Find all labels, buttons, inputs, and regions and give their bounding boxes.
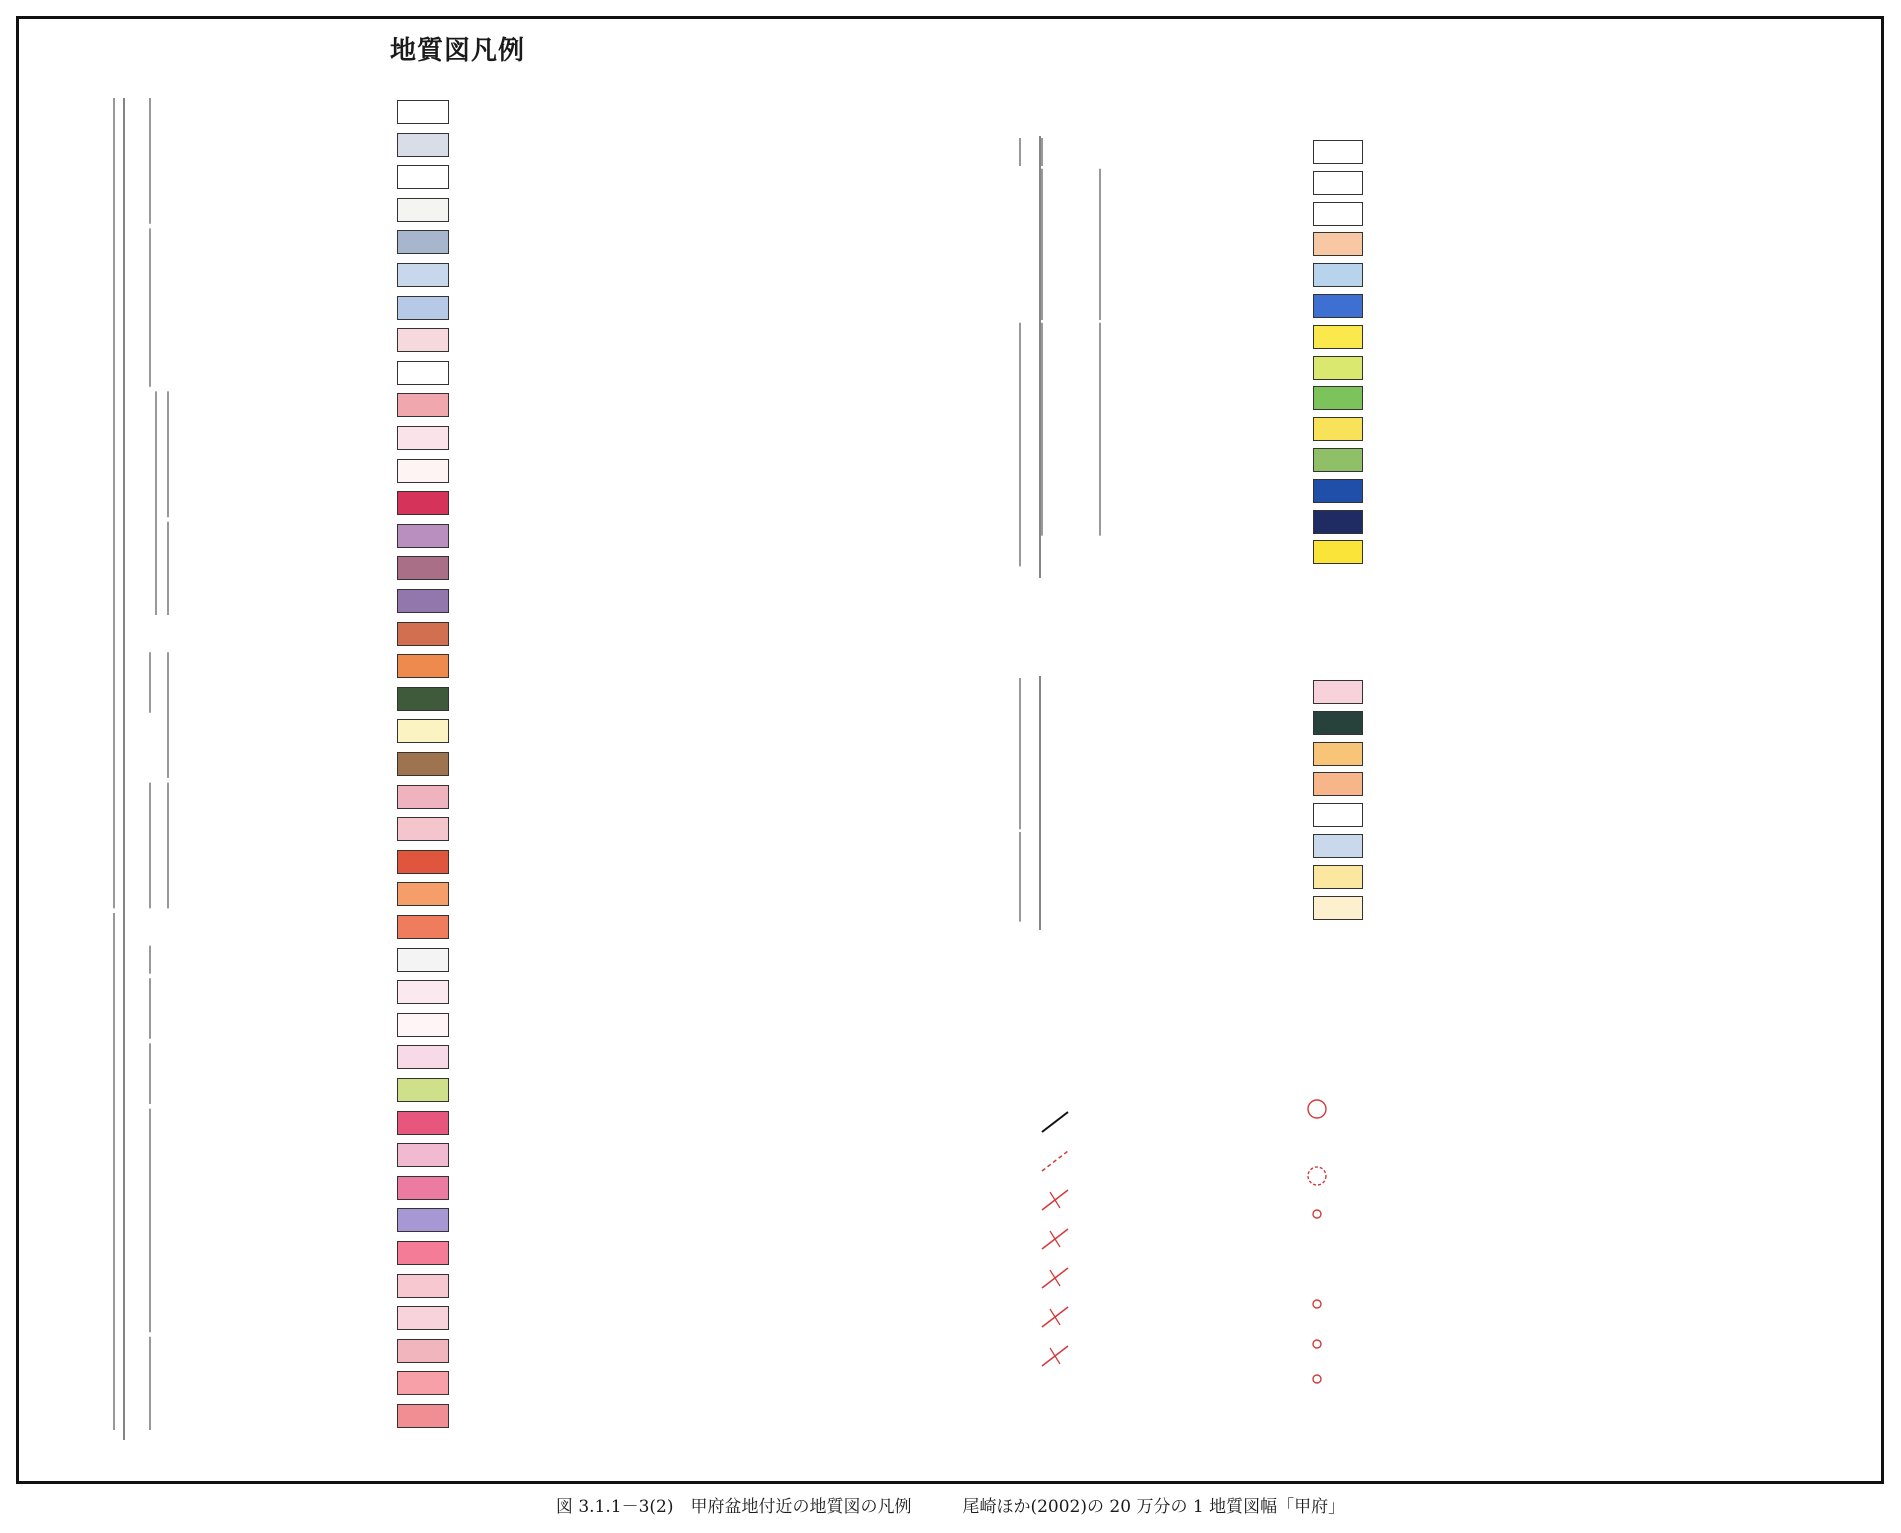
legend-swatch-Yia [397, 752, 449, 776]
legend-swatch-N1 [1313, 510, 1363, 534]
legend-swatch-Yz [397, 654, 449, 678]
legend-swatch-Ps [1313, 742, 1363, 766]
legend-swatch-N3c [1313, 325, 1363, 349]
legend-swatch-G2c [397, 1306, 449, 1330]
map-symbol-icon [1300, 1095, 1334, 1123]
figure-caption: 図 3.1.1－3(2) 甲府盆地付近の地質図の凡例 尾崎ほか(2002)の 20 万分の 1 地質図幅「甲府」 [555, 1497, 1346, 1517]
legend-swatch-tm [397, 296, 449, 320]
legend-swatch-Yic [397, 687, 449, 711]
legend-swatch-Ka2 [397, 785, 449, 809]
legend-swatch-Psg [1313, 772, 1363, 796]
legend-title: 地質図凡例 [390, 36, 526, 66]
legend-swatch-En Ji [397, 915, 449, 939]
legend-swatch-Fuza [397, 556, 449, 580]
legend-swatch-Mi [397, 948, 449, 972]
legend-swatch-Fusd [397, 393, 449, 417]
legend-swatch-G2b [397, 1339, 449, 1363]
legend-swatch-Ka1 [397, 817, 449, 841]
legend-swatch-a [397, 165, 449, 189]
legend-swatch-Fusa [397, 491, 449, 515]
legend-swatch-Kp [1313, 834, 1363, 858]
legend-swatch-G1a-d [397, 1404, 449, 1428]
legend-swatch-XPsp [1313, 803, 1363, 827]
map-symbol-icon [1038, 1342, 1072, 1370]
legend-swatch-Fuzb [397, 524, 449, 548]
legend-swatch-Gna [397, 1208, 449, 1232]
legend-swatch-F1 [1313, 294, 1363, 318]
map-symbol-icon [1038, 1264, 1072, 1292]
legend-swatch-N2c [1313, 417, 1363, 441]
legend-swatch-N3a [1313, 386, 1363, 410]
map-symbol-icon [1300, 1365, 1334, 1393]
legend-swatch-Ry [1313, 540, 1363, 564]
legend-swatch-Og [1313, 896, 1363, 920]
legend-swatch-Fusc [397, 426, 449, 450]
legend-swatch-tl [397, 263, 449, 287]
legend-swatch-Me [397, 1078, 449, 1102]
legend-swatch-G3 [397, 1274, 449, 1298]
legend-swatch-Ta [397, 1045, 449, 1069]
legend-swatch-F3 [1313, 202, 1363, 226]
legend-swatch-Yib [397, 719, 449, 743]
legend-swatch-As [1313, 140, 1363, 164]
map-symbol-icon [1300, 1330, 1334, 1358]
map-symbol-icon [1038, 1186, 1072, 1214]
legend-swatch-Fusb [397, 459, 449, 483]
legend-swatch-Gnb [397, 1176, 449, 1200]
map-symbol-icon [1038, 1225, 1072, 1253]
legend-swatch-Pm [1313, 680, 1363, 704]
legend-swatch-N2b [1313, 448, 1363, 472]
legend-swatch-F2a [1313, 263, 1363, 287]
legend-swatch-Dz [397, 1111, 449, 1135]
legend-swatch-F4 [1313, 171, 1363, 195]
legend-swatch-tlu [397, 230, 449, 254]
legend-swatch-Ku1 [397, 882, 449, 906]
legend-swatch-Ha [397, 622, 449, 646]
map-symbol-icon [1300, 1290, 1334, 1318]
legend-swatch-H1 [397, 1013, 449, 1037]
legend-swatch-Hz [397, 980, 449, 1004]
legend-swatch-N3b [1313, 356, 1363, 380]
legend-swatch-Ku2 [397, 850, 449, 874]
map-symbol-icon [1038, 1108, 1072, 1136]
legend-swatch-sw [397, 133, 449, 157]
map-symbol-icon [1038, 1303, 1072, 1331]
legend-swatch-Di [397, 1143, 449, 1167]
map-symbol-icon [1038, 1147, 1072, 1175]
legend-swatch-Pmb [1313, 711, 1363, 735]
legend-swatch-f [397, 198, 449, 222]
legend-swatch-N2a [1313, 479, 1363, 503]
map-symbol-icon [1300, 1162, 1334, 1190]
map-symbol-icon [1300, 1200, 1334, 1228]
legend-swatch-Fui [397, 589, 449, 613]
legend-swatch-vd [397, 361, 449, 385]
legend-swatch-r [397, 100, 449, 124]
legend-swatch-G2a [397, 1371, 449, 1395]
legend-swatch-G4 [397, 1241, 449, 1265]
legend-swatch-th [397, 328, 449, 352]
legend-swatch-Ks [1313, 865, 1363, 889]
legend-swatch-F2b [1313, 232, 1363, 256]
